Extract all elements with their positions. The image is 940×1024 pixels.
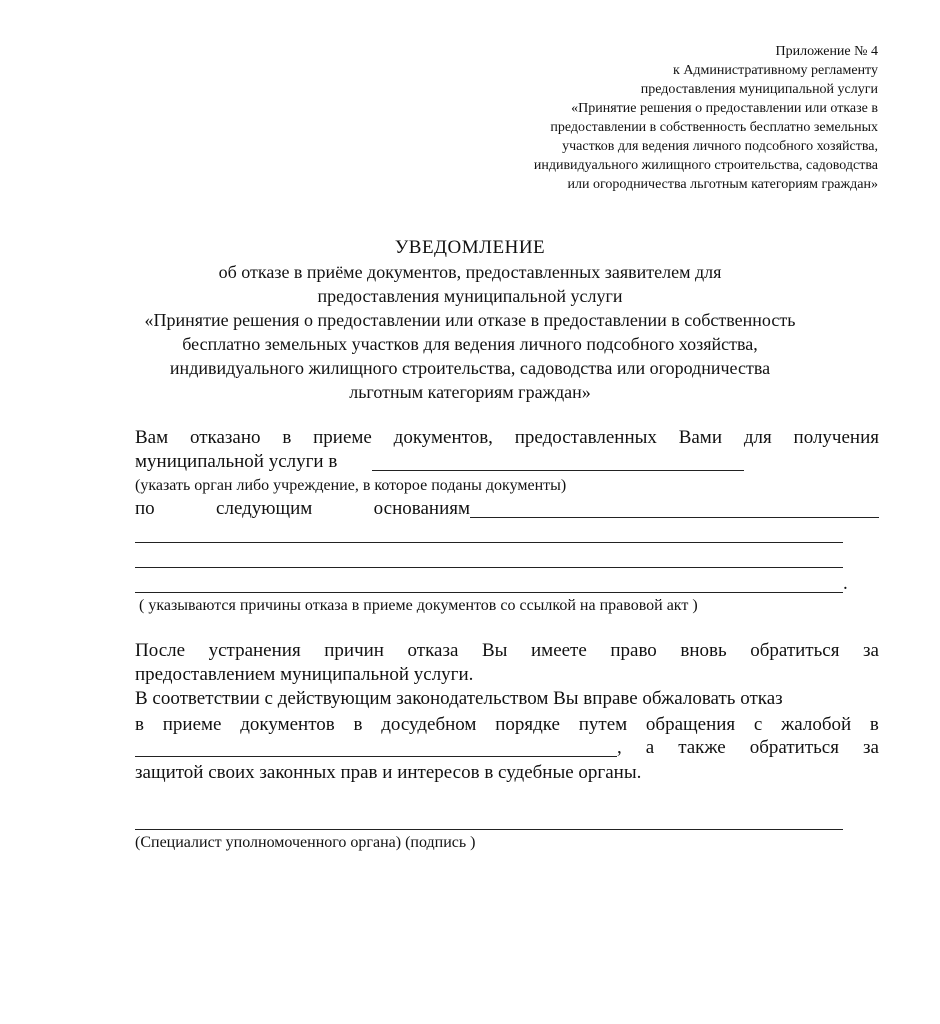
word: также xyxy=(678,737,726,758)
word: имеете xyxy=(531,640,587,661)
word: порядке xyxy=(495,714,560,735)
word: в xyxy=(135,714,144,735)
after-line-6: защитой своих законных прав и интересов в судебные органы. xyxy=(135,762,642,783)
reason-blank-line-3[interactable] xyxy=(135,592,843,593)
appendix-line: к Административному регламенту xyxy=(673,63,878,78)
word: обратиться xyxy=(750,640,840,661)
word: , xyxy=(617,737,622,758)
word: документов xyxy=(240,714,335,735)
refusal-line-2: муниципальной услуги в xyxy=(135,451,338,472)
title-line: льготным категориям граждан» xyxy=(349,382,591,402)
word: Вами xyxy=(678,427,723,448)
word: обратиться xyxy=(749,737,839,758)
organ-note: (указать орган либо учреждение, в которое поданы документы) xyxy=(135,477,567,494)
refusal-line-1 xyxy=(135,425,879,450)
word: путем xyxy=(578,714,628,735)
appendix-line: «Принятие решения о предоставлении или отказе в xyxy=(571,101,878,116)
word: а xyxy=(645,737,655,758)
appendix-header xyxy=(458,42,878,194)
title-line: индивидуального жилищного строительства, садоводства или огородничества xyxy=(169,358,771,378)
title-heading: УВЕДОМЛЕНИЕ xyxy=(394,237,546,258)
reason-end-dot: . xyxy=(843,573,848,594)
word: в xyxy=(282,427,292,448)
appendix-line: участков для ведения личного подсобного хозяйства, xyxy=(562,139,878,154)
word: вновь xyxy=(680,640,727,661)
word: приеме xyxy=(162,714,222,735)
word: для xyxy=(743,427,772,448)
word: досудебном xyxy=(381,714,477,735)
appendix-line: или огородничества льготным категориям граждан» xyxy=(567,177,878,192)
grounds-blank-line[interactable] xyxy=(470,517,879,518)
word: получения xyxy=(793,427,879,448)
word: предоставленных xyxy=(514,427,657,448)
after-line-4 xyxy=(135,712,879,737)
word: в xyxy=(869,714,879,735)
word: по xyxy=(135,498,155,519)
word: приеме xyxy=(313,427,372,448)
word: в xyxy=(353,714,363,735)
appendix-line: предоставления муниципальной услуги xyxy=(640,82,878,97)
appendix-line: индивидуального жилищного строительства, садоводства xyxy=(533,158,878,173)
title-line: об отказе в приёме документов, предоставленных заявителем для xyxy=(218,262,722,282)
word: Вам xyxy=(135,427,169,448)
appendix-line: Приложение № 4 xyxy=(775,44,878,59)
signature-caption: (Специалист уполномоченного органа) (подпись ) xyxy=(135,834,476,851)
grounds-line xyxy=(135,498,470,520)
appendix-line: предоставлении в собственность бесплатно земельных xyxy=(550,120,878,135)
word: с xyxy=(753,714,763,735)
word: за xyxy=(863,737,879,758)
title-line: предоставления муниципальной услуги xyxy=(317,286,623,306)
reasons-note: ( указываются причины отказа в приеме документов со ссылкой на правовой акт ) xyxy=(139,597,698,614)
title-line: «Принятие решения о предоставлении или отказе в предоставлении в собственность xyxy=(144,310,796,330)
title-line: бесплатно земельных участков для ведения личного подсобного хозяйства, xyxy=(182,334,758,354)
word: После xyxy=(135,640,186,661)
word: право xyxy=(610,640,657,661)
after-line-2: предоставлением муниципальной услуги. xyxy=(135,664,474,685)
word: причин xyxy=(324,640,384,661)
word: отказано xyxy=(189,427,261,448)
after-line-5 xyxy=(617,737,879,759)
signature-line[interactable] xyxy=(135,829,843,830)
reason-blank-line-2[interactable] xyxy=(135,567,843,568)
after-line-3: В соответствии с действующим законодательством Вы вправе обжаловать отказ xyxy=(135,688,783,709)
document-title xyxy=(0,236,940,404)
organ-blank-line[interactable] xyxy=(372,470,744,471)
word: жалобой xyxy=(781,714,852,735)
word: устранения xyxy=(208,640,301,661)
word: отказа xyxy=(407,640,459,661)
word: основаниям xyxy=(373,498,470,519)
word: следующим xyxy=(216,498,313,519)
word: за xyxy=(863,640,879,661)
after-line-1 xyxy=(135,638,879,663)
word: обращения xyxy=(645,714,736,735)
appeal-blank-line[interactable] xyxy=(135,756,617,757)
reason-blank-line-1[interactable] xyxy=(135,542,843,543)
word: документов, xyxy=(393,427,493,448)
word: Вы xyxy=(481,640,508,661)
